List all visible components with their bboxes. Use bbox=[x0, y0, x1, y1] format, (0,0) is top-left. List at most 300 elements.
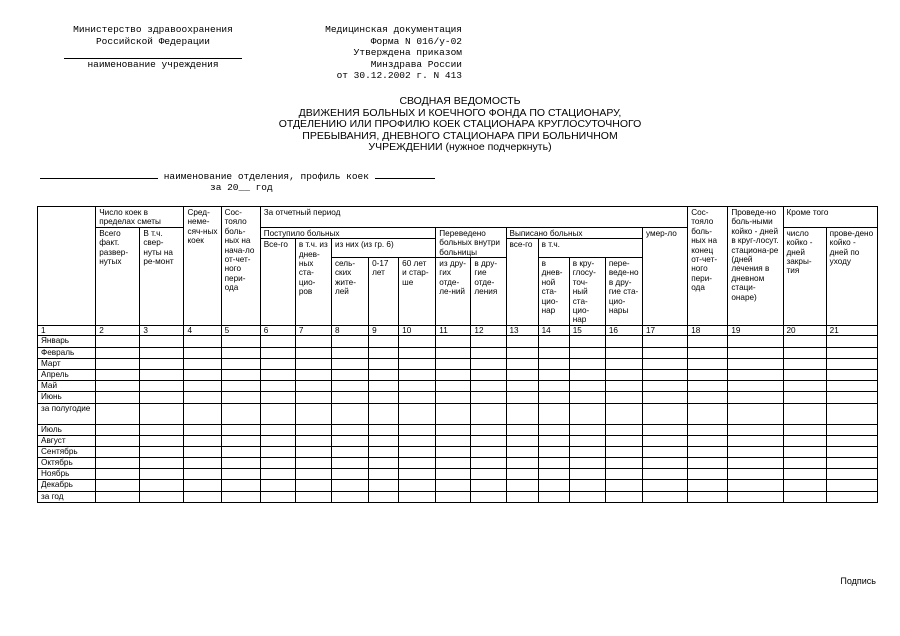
data-cell[interactable] bbox=[221, 424, 260, 435]
data-cell[interactable] bbox=[642, 336, 687, 347]
data-cell[interactable] bbox=[436, 480, 471, 491]
data-cell[interactable] bbox=[140, 469, 184, 480]
data-cell[interactable] bbox=[471, 480, 506, 491]
data-cell[interactable] bbox=[184, 358, 221, 369]
data-cell[interactable] bbox=[471, 358, 506, 369]
data-cell[interactable] bbox=[569, 491, 605, 502]
data-cell[interactable] bbox=[538, 347, 569, 358]
data-cell[interactable] bbox=[331, 491, 368, 502]
data-cell[interactable] bbox=[783, 358, 826, 369]
data-cell[interactable] bbox=[96, 446, 140, 457]
data-cell[interactable] bbox=[538, 435, 569, 446]
data-cell[interactable] bbox=[295, 458, 331, 469]
table-row bbox=[38, 491, 878, 502]
data-cell[interactable] bbox=[436, 424, 471, 435]
data-cell[interactable] bbox=[260, 480, 295, 491]
data-cell[interactable] bbox=[605, 435, 642, 446]
data-cell[interactable] bbox=[96, 491, 140, 502]
data-cell[interactable] bbox=[369, 392, 399, 403]
data-cell[interactable] bbox=[471, 336, 506, 347]
data-cell[interactable] bbox=[506, 424, 538, 435]
data-cell[interactable] bbox=[471, 381, 506, 392]
row-label: Март bbox=[38, 358, 96, 369]
data-cell[interactable] bbox=[295, 381, 331, 392]
data-cell[interactable] bbox=[140, 480, 184, 491]
data-cell[interactable] bbox=[605, 480, 642, 491]
data-cell[interactable] bbox=[688, 446, 728, 457]
data-cell[interactable] bbox=[260, 424, 295, 435]
data-cell[interactable] bbox=[569, 435, 605, 446]
data-cell[interactable] bbox=[826, 458, 877, 469]
data-cell[interactable] bbox=[140, 446, 184, 457]
data-cell[interactable] bbox=[221, 446, 260, 457]
data-cell[interactable] bbox=[538, 480, 569, 491]
data-cell[interactable] bbox=[260, 358, 295, 369]
table-row bbox=[38, 369, 878, 380]
data-cell[interactable] bbox=[506, 336, 538, 347]
data-cell[interactable] bbox=[538, 358, 569, 369]
data-cell[interactable] bbox=[538, 469, 569, 480]
data-cell[interactable] bbox=[569, 381, 605, 392]
data-cell[interactable] bbox=[642, 347, 687, 358]
data-cell[interactable] bbox=[688, 469, 728, 480]
data-cell[interactable] bbox=[436, 347, 471, 358]
data-cell[interactable] bbox=[331, 469, 368, 480]
to-other-depts-header: в дру-гие отде-ления bbox=[471, 258, 506, 326]
data-cell[interactable] bbox=[538, 403, 569, 424]
data-cell[interactable] bbox=[688, 424, 728, 435]
data-cell[interactable] bbox=[260, 403, 295, 424]
data-cell[interactable] bbox=[642, 458, 687, 469]
data-cell[interactable] bbox=[260, 381, 295, 392]
data-cell[interactable] bbox=[331, 336, 368, 347]
data-cell[interactable] bbox=[221, 336, 260, 347]
data-cell[interactable] bbox=[184, 392, 221, 403]
data-cell[interactable] bbox=[260, 392, 295, 403]
data-cell[interactable] bbox=[826, 424, 877, 435]
data-cell[interactable] bbox=[506, 358, 538, 369]
data-cell[interactable] bbox=[826, 480, 877, 491]
form-info-line-1: Медицинская документация bbox=[325, 24, 462, 35]
data-cell[interactable] bbox=[538, 381, 569, 392]
data-cell[interactable] bbox=[688, 381, 728, 392]
data-cell[interactable] bbox=[96, 469, 140, 480]
data-cell[interactable] bbox=[538, 369, 569, 380]
data-cell[interactable] bbox=[399, 424, 436, 435]
data-cell[interactable] bbox=[295, 358, 331, 369]
data-cell[interactable] bbox=[688, 458, 728, 469]
data-cell[interactable] bbox=[605, 392, 642, 403]
data-cell[interactable] bbox=[569, 336, 605, 347]
data-cell[interactable] bbox=[331, 435, 368, 446]
data-cell[interactable] bbox=[331, 392, 368, 403]
data-cell[interactable] bbox=[826, 392, 877, 403]
data-cell[interactable] bbox=[399, 469, 436, 480]
data-cell[interactable] bbox=[728, 446, 783, 457]
data-cell[interactable] bbox=[436, 469, 471, 480]
data-cell[interactable] bbox=[436, 403, 471, 424]
data-cell[interactable] bbox=[369, 336, 399, 347]
data-cell[interactable] bbox=[605, 358, 642, 369]
data-cell[interactable] bbox=[96, 347, 140, 358]
col-number: 1 bbox=[38, 325, 96, 336]
data-cell[interactable] bbox=[688, 358, 728, 369]
data-cell[interactable] bbox=[783, 347, 826, 358]
data-cell[interactable] bbox=[221, 369, 260, 380]
data-cell[interactable] bbox=[221, 469, 260, 480]
data-cell[interactable] bbox=[783, 392, 826, 403]
data-cell[interactable] bbox=[96, 381, 140, 392]
data-cell[interactable] bbox=[295, 347, 331, 358]
data-cell[interactable] bbox=[783, 381, 826, 392]
data-cell[interactable] bbox=[184, 424, 221, 435]
data-cell[interactable] bbox=[331, 347, 368, 358]
data-cell[interactable] bbox=[184, 369, 221, 380]
data-cell[interactable] bbox=[506, 469, 538, 480]
data-cell[interactable] bbox=[184, 469, 221, 480]
data-cell[interactable] bbox=[369, 369, 399, 380]
data-cell[interactable] bbox=[728, 392, 783, 403]
data-cell[interactable] bbox=[260, 336, 295, 347]
data-cell[interactable] bbox=[538, 392, 569, 403]
data-cell[interactable] bbox=[826, 469, 877, 480]
data-cell[interactable] bbox=[140, 491, 184, 502]
col-number: 3 bbox=[140, 325, 184, 336]
data-cell[interactable] bbox=[605, 469, 642, 480]
data-cell[interactable] bbox=[826, 381, 877, 392]
data-cell[interactable] bbox=[688, 336, 728, 347]
data-cell[interactable] bbox=[826, 358, 877, 369]
data-cell[interactable] bbox=[506, 446, 538, 457]
data-cell[interactable] bbox=[471, 469, 506, 480]
data-cell[interactable] bbox=[436, 446, 471, 457]
data-cell[interactable] bbox=[728, 424, 783, 435]
data-cell[interactable] bbox=[140, 336, 184, 347]
data-cell[interactable] bbox=[605, 347, 642, 358]
data-cell[interactable] bbox=[221, 480, 260, 491]
data-cell[interactable] bbox=[184, 480, 221, 491]
data-cell[interactable] bbox=[436, 435, 471, 446]
data-cell[interactable] bbox=[728, 403, 783, 424]
data-cell[interactable] bbox=[688, 435, 728, 446]
data-cell[interactable] bbox=[369, 480, 399, 491]
data-cell[interactable] bbox=[605, 369, 642, 380]
data-cell[interactable] bbox=[295, 403, 331, 424]
data-cell[interactable] bbox=[260, 491, 295, 502]
data-cell[interactable] bbox=[369, 347, 399, 358]
data-cell[interactable] bbox=[728, 336, 783, 347]
data-cell[interactable] bbox=[260, 446, 295, 457]
data-cell[interactable] bbox=[295, 435, 331, 446]
data-cell[interactable] bbox=[728, 369, 783, 380]
data-cell[interactable] bbox=[331, 446, 368, 457]
data-cell[interactable] bbox=[642, 446, 687, 457]
data-cell[interactable] bbox=[399, 480, 436, 491]
data-cell[interactable] bbox=[140, 424, 184, 435]
data-cell[interactable] bbox=[369, 381, 399, 392]
data-cell[interactable] bbox=[642, 358, 687, 369]
data-cell[interactable] bbox=[221, 381, 260, 392]
data-cell[interactable] bbox=[184, 403, 221, 424]
data-cell[interactable] bbox=[605, 403, 642, 424]
data-cell[interactable] bbox=[538, 491, 569, 502]
data-cell[interactable] bbox=[399, 458, 436, 469]
data-cell[interactable] bbox=[642, 369, 687, 380]
data-cell[interactable] bbox=[295, 469, 331, 480]
data-cell[interactable] bbox=[184, 458, 221, 469]
data-cell[interactable] bbox=[728, 480, 783, 491]
data-cell[interactable] bbox=[96, 458, 140, 469]
data-cell[interactable] bbox=[728, 435, 783, 446]
data-cell[interactable] bbox=[538, 458, 569, 469]
data-cell[interactable] bbox=[569, 347, 605, 358]
data-cell[interactable] bbox=[399, 403, 436, 424]
data-cell[interactable] bbox=[783, 435, 826, 446]
form-info-line-4: Минздрава России bbox=[370, 58, 462, 70]
col-number: 9 bbox=[369, 325, 399, 336]
data-cell[interactable] bbox=[688, 369, 728, 380]
data-cell[interactable] bbox=[399, 369, 436, 380]
data-cell[interactable] bbox=[783, 403, 826, 424]
data-cell[interactable] bbox=[221, 435, 260, 446]
data-cell[interactable] bbox=[471, 424, 506, 435]
data-cell[interactable] bbox=[295, 491, 331, 502]
data-cell[interactable] bbox=[642, 403, 687, 424]
data-cell[interactable] bbox=[506, 392, 538, 403]
data-cell[interactable] bbox=[783, 480, 826, 491]
data-cell[interactable] bbox=[506, 347, 538, 358]
data-cell[interactable] bbox=[783, 446, 826, 457]
data-cell[interactable] bbox=[436, 369, 471, 380]
data-cell[interactable] bbox=[826, 336, 877, 347]
data-cell[interactable] bbox=[399, 381, 436, 392]
data-cell[interactable] bbox=[642, 469, 687, 480]
data-cell[interactable] bbox=[688, 392, 728, 403]
data-cell[interactable] bbox=[140, 358, 184, 369]
data-cell[interactable] bbox=[96, 358, 140, 369]
data-cell[interactable] bbox=[471, 403, 506, 424]
data-cell[interactable] bbox=[96, 424, 140, 435]
data-cell[interactable] bbox=[569, 369, 605, 380]
data-cell[interactable] bbox=[96, 480, 140, 491]
data-cell[interactable] bbox=[399, 446, 436, 457]
data-cell[interactable] bbox=[399, 392, 436, 403]
data-cell[interactable] bbox=[399, 347, 436, 358]
data-cell[interactable] bbox=[295, 336, 331, 347]
data-cell[interactable] bbox=[471, 435, 506, 446]
data-cell[interactable] bbox=[399, 336, 436, 347]
data-cell[interactable] bbox=[140, 347, 184, 358]
data-cell[interactable] bbox=[538, 446, 569, 457]
data-cell[interactable] bbox=[295, 480, 331, 491]
data-cell[interactable] bbox=[436, 381, 471, 392]
data-cell[interactable] bbox=[221, 347, 260, 358]
data-cell[interactable] bbox=[331, 458, 368, 469]
data-cell[interactable] bbox=[783, 491, 826, 502]
data-cell[interactable] bbox=[331, 480, 368, 491]
data-cell[interactable] bbox=[471, 347, 506, 358]
department-blank[interactable] bbox=[40, 170, 158, 179]
data-cell[interactable] bbox=[221, 458, 260, 469]
data-cell[interactable] bbox=[826, 369, 877, 380]
data-cell[interactable] bbox=[140, 458, 184, 469]
data-cell[interactable] bbox=[605, 424, 642, 435]
data-cell[interactable] bbox=[399, 435, 436, 446]
data-cell[interactable] bbox=[471, 491, 506, 502]
data-cell[interactable] bbox=[399, 358, 436, 369]
data-cell[interactable] bbox=[783, 469, 826, 480]
col-number: 10 bbox=[399, 325, 436, 336]
data-cell[interactable] bbox=[260, 369, 295, 380]
bed-profile-blank[interactable] bbox=[375, 170, 435, 179]
data-cell[interactable] bbox=[538, 424, 569, 435]
data-cell[interactable] bbox=[471, 369, 506, 380]
data-cell[interactable] bbox=[783, 458, 826, 469]
data-cell[interactable] bbox=[569, 446, 605, 457]
data-cell[interactable] bbox=[221, 403, 260, 424]
data-cell[interactable] bbox=[642, 392, 687, 403]
data-cell[interactable] bbox=[826, 403, 877, 424]
data-cell[interactable] bbox=[369, 424, 399, 435]
data-cell[interactable] bbox=[260, 435, 295, 446]
data-cell[interactable] bbox=[96, 392, 140, 403]
data-cell[interactable] bbox=[295, 369, 331, 380]
data-cell[interactable] bbox=[369, 435, 399, 446]
discharged-round-clock-header: в кру-глосу-точ-ный ста-цио-нар bbox=[569, 258, 605, 326]
data-cell[interactable] bbox=[436, 458, 471, 469]
data-cell[interactable] bbox=[331, 381, 368, 392]
data-cell[interactable] bbox=[331, 369, 368, 380]
data-cell[interactable] bbox=[436, 392, 471, 403]
data-cell[interactable] bbox=[688, 480, 728, 491]
data-cell[interactable] bbox=[569, 392, 605, 403]
data-cell[interactable] bbox=[184, 336, 221, 347]
data-cell[interactable] bbox=[642, 480, 687, 491]
data-cell[interactable] bbox=[569, 469, 605, 480]
col-number: 11 bbox=[436, 325, 471, 336]
data-cell[interactable] bbox=[506, 458, 538, 469]
data-cell[interactable] bbox=[569, 480, 605, 491]
data-cell[interactable] bbox=[369, 358, 399, 369]
data-cell[interactable] bbox=[399, 491, 436, 502]
data-cell[interactable] bbox=[605, 381, 642, 392]
data-cell[interactable] bbox=[184, 435, 221, 446]
data-cell[interactable] bbox=[506, 491, 538, 502]
data-cell[interactable] bbox=[605, 458, 642, 469]
data-cell[interactable] bbox=[184, 446, 221, 457]
data-cell[interactable] bbox=[826, 435, 877, 446]
data-cell[interactable] bbox=[140, 369, 184, 380]
data-cell[interactable] bbox=[728, 458, 783, 469]
data-cell[interactable] bbox=[369, 491, 399, 502]
data-cell[interactable] bbox=[260, 469, 295, 480]
data-cell[interactable] bbox=[96, 369, 140, 380]
data-cell[interactable] bbox=[260, 458, 295, 469]
data-cell[interactable] bbox=[96, 336, 140, 347]
data-cell[interactable] bbox=[436, 336, 471, 347]
data-cell[interactable] bbox=[506, 381, 538, 392]
data-cell[interactable] bbox=[826, 446, 877, 457]
data-cell[interactable] bbox=[728, 491, 783, 502]
data-cell[interactable] bbox=[140, 403, 184, 424]
data-cell[interactable] bbox=[688, 403, 728, 424]
data-cell[interactable] bbox=[331, 358, 368, 369]
data-cell[interactable] bbox=[295, 392, 331, 403]
data-cell[interactable] bbox=[184, 347, 221, 358]
data-cell[interactable] bbox=[642, 435, 687, 446]
data-cell[interactable] bbox=[295, 446, 331, 457]
data-cell[interactable] bbox=[471, 458, 506, 469]
data-cell[interactable] bbox=[569, 403, 605, 424]
data-cell[interactable] bbox=[436, 491, 471, 502]
data-cell[interactable] bbox=[221, 491, 260, 502]
data-cell[interactable] bbox=[728, 381, 783, 392]
data-cell[interactable] bbox=[569, 424, 605, 435]
data-cell[interactable] bbox=[331, 424, 368, 435]
data-cell[interactable] bbox=[728, 358, 783, 369]
data-cell[interactable] bbox=[221, 358, 260, 369]
data-cell[interactable] bbox=[642, 491, 687, 502]
data-cell[interactable] bbox=[826, 347, 877, 358]
data-cell[interactable] bbox=[783, 424, 826, 435]
data-cell[interactable] bbox=[826, 491, 877, 502]
data-cell[interactable] bbox=[295, 424, 331, 435]
data-cell[interactable] bbox=[642, 424, 687, 435]
data-cell[interactable] bbox=[260, 347, 295, 358]
data-cell[interactable] bbox=[96, 435, 140, 446]
data-cell[interactable] bbox=[436, 358, 471, 369]
data-cell[interactable] bbox=[221, 392, 260, 403]
data-cell[interactable] bbox=[369, 446, 399, 457]
data-cell[interactable] bbox=[688, 347, 728, 358]
data-cell[interactable] bbox=[369, 403, 399, 424]
data-cell[interactable] bbox=[538, 336, 569, 347]
data-cell[interactable] bbox=[728, 469, 783, 480]
col-number: 21 bbox=[826, 325, 877, 336]
col-number: 16 bbox=[605, 325, 642, 336]
data-cell[interactable] bbox=[140, 392, 184, 403]
data-cell[interactable] bbox=[605, 446, 642, 457]
data-cell[interactable] bbox=[96, 403, 140, 424]
data-cell[interactable] bbox=[140, 435, 184, 446]
data-cell[interactable] bbox=[471, 446, 506, 457]
data-cell[interactable] bbox=[605, 491, 642, 502]
data-cell[interactable] bbox=[506, 435, 538, 446]
data-cell[interactable] bbox=[331, 403, 368, 424]
data-cell[interactable] bbox=[569, 358, 605, 369]
bed-days-header: Проведе-но боль-ными койко - дней в круг-лосут. стациона-ре (дней лечения в дневном стаци-онаре) bbox=[728, 207, 783, 326]
data-cell[interactable] bbox=[642, 381, 687, 392]
data-cell[interactable] bbox=[605, 336, 642, 347]
data-cell[interactable] bbox=[728, 347, 783, 358]
data-cell[interactable] bbox=[471, 392, 506, 403]
age-60-plus-header: 60 лет и стар-ше bbox=[399, 258, 436, 326]
data-cell[interactable] bbox=[688, 491, 728, 502]
data-cell[interactable] bbox=[569, 458, 605, 469]
data-cell[interactable] bbox=[506, 403, 538, 424]
data-cell[interactable] bbox=[184, 381, 221, 392]
data-cell[interactable] bbox=[506, 369, 538, 380]
data-cell[interactable] bbox=[783, 336, 826, 347]
data-cell[interactable] bbox=[140, 381, 184, 392]
col-number: 12 bbox=[471, 325, 506, 336]
data-cell[interactable] bbox=[506, 480, 538, 491]
data-cell[interactable] bbox=[184, 491, 221, 502]
discharged-total-header: все-го bbox=[506, 239, 538, 326]
data-cell[interactable] bbox=[783, 369, 826, 380]
data-cell[interactable] bbox=[369, 469, 399, 480]
data-cell[interactable] bbox=[369, 458, 399, 469]
